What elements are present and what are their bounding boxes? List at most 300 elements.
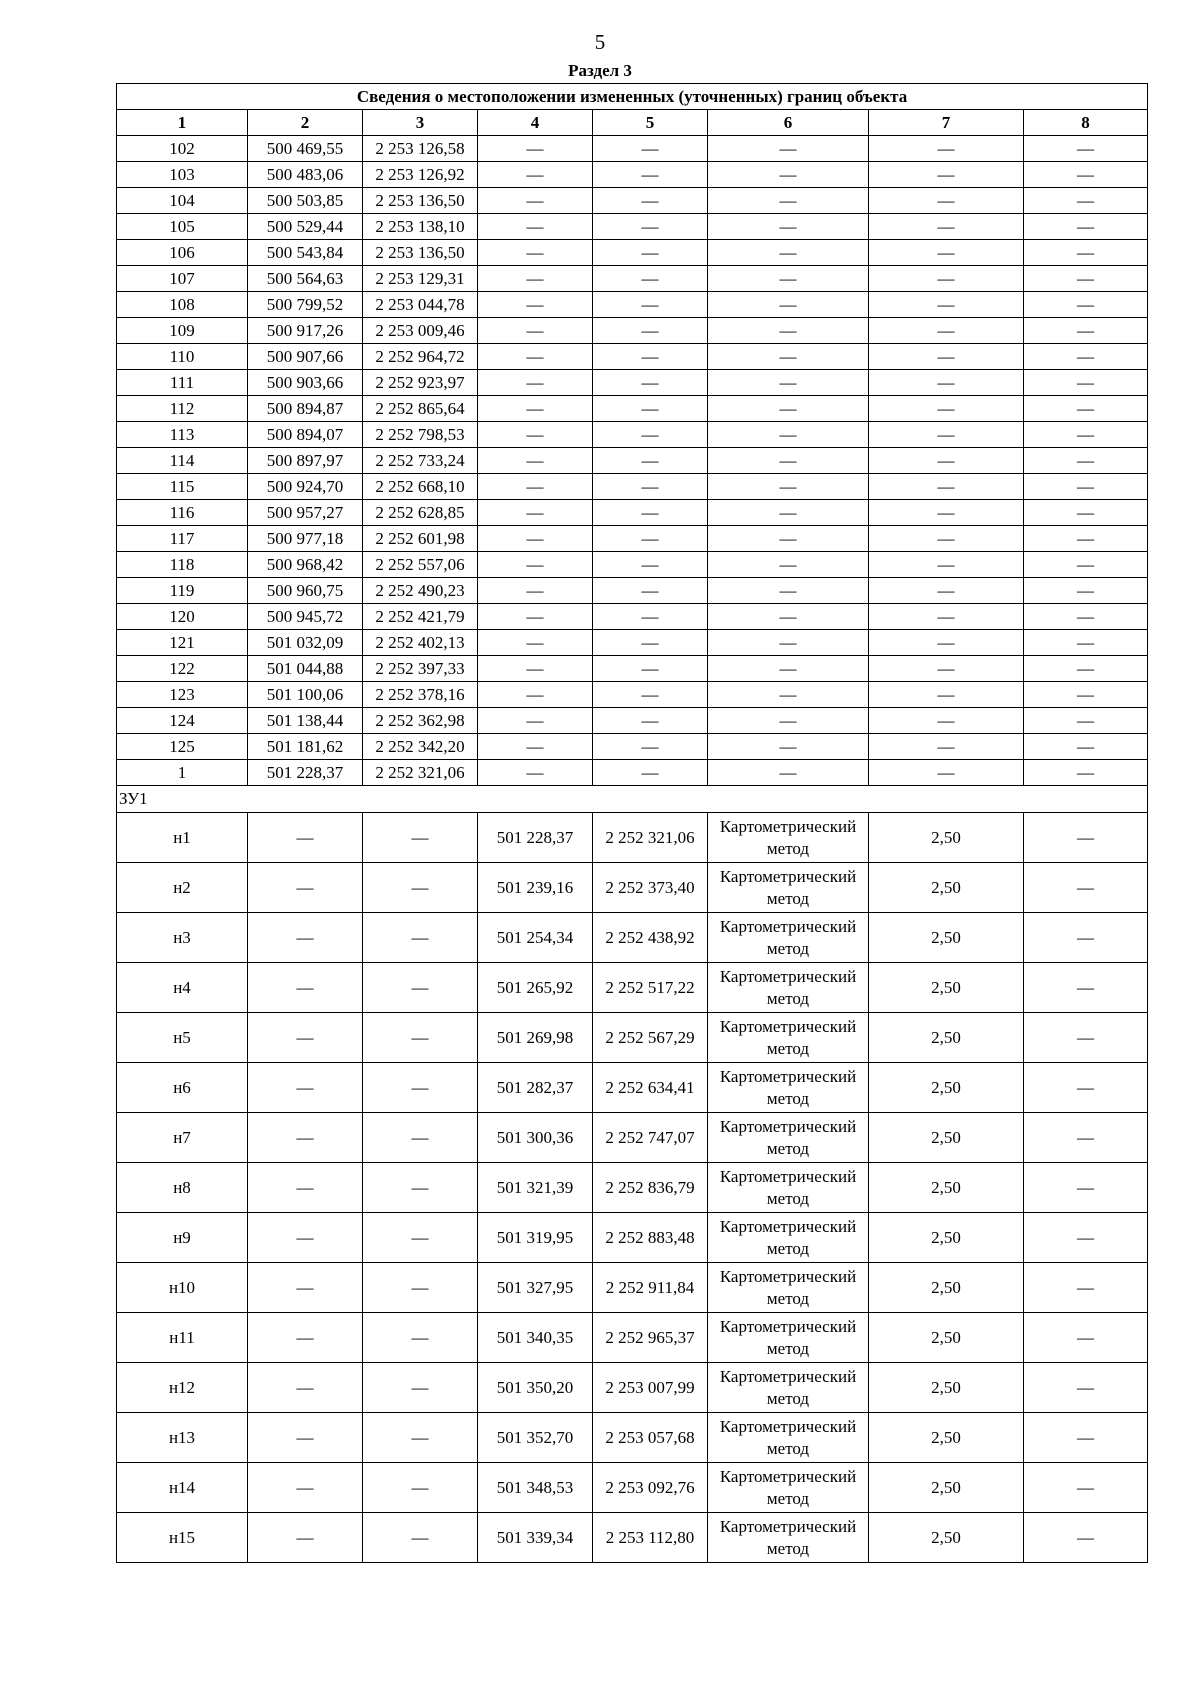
table-cell: —: [593, 448, 708, 474]
table-cell: 2 253 092,76: [593, 1463, 708, 1513]
table-cell: —: [869, 214, 1024, 240]
table-cell: 501 239,16: [478, 863, 593, 913]
table-cell: 500 968,42: [248, 552, 363, 578]
table-cell: —: [869, 552, 1024, 578]
table-cell: 115: [117, 474, 248, 500]
table-cell: 501 265,92: [478, 963, 593, 1013]
table-cell: Картометрический метод: [708, 1263, 869, 1313]
table-cell: 501 340,35: [478, 1313, 593, 1363]
table-cell: н10: [117, 1263, 248, 1313]
table-cell: —: [869, 396, 1024, 422]
table-cell: —: [1024, 292, 1148, 318]
table-cell: —: [708, 760, 869, 786]
table-cell: —: [593, 734, 708, 760]
table-cell: —: [708, 136, 869, 162]
table-cell: —: [708, 396, 869, 422]
table-cell: —: [1024, 188, 1148, 214]
table-row: [117, 1213, 1148, 1263]
table-cell: н2: [117, 863, 248, 913]
table-row: [117, 136, 1148, 162]
table-cell: н4: [117, 963, 248, 1013]
table-cell: 110: [117, 344, 248, 370]
table-cell: —: [478, 318, 593, 344]
table-cell: —: [478, 214, 593, 240]
table-cell: 2 253 057,68: [593, 1413, 708, 1463]
table-cell: 2 252 836,79: [593, 1163, 708, 1213]
table-cell: Картометрический метод: [708, 1013, 869, 1063]
table-cell: —: [869, 292, 1024, 318]
table-cell: —: [1024, 552, 1148, 578]
table-cell: —: [1024, 344, 1148, 370]
table-cell: 501 181,62: [248, 734, 363, 760]
table-cell: 2 252 342,20: [363, 734, 478, 760]
table-cell: Картометрический метод: [708, 1463, 869, 1513]
table-cell: 2 253 007,99: [593, 1363, 708, 1413]
table-cell: —: [1024, 474, 1148, 500]
table-cell: 2 252 747,07: [593, 1113, 708, 1163]
table-row: [117, 682, 1148, 708]
table-cell: 2 252 557,06: [363, 552, 478, 578]
table-cell: 2,50: [869, 1213, 1024, 1263]
table-cell: —: [1024, 578, 1148, 604]
table-row: [117, 813, 1148, 863]
table-row: [117, 1413, 1148, 1463]
table-cell: 501 352,70: [478, 1413, 593, 1463]
table-cell: 500 897,97: [248, 448, 363, 474]
table-cell: 2 252 373,40: [593, 863, 708, 913]
table-cell: 2 252 601,98: [363, 526, 478, 552]
group-label: ЗУ1: [117, 786, 1148, 813]
table-cell: —: [1024, 708, 1148, 734]
column-number: 5: [593, 110, 708, 136]
table-cell: н12: [117, 1363, 248, 1413]
table-cell: 2 253 136,50: [363, 188, 478, 214]
table-cell: 500 483,06: [248, 162, 363, 188]
table-cell: —: [478, 500, 593, 526]
table-cell: —: [869, 344, 1024, 370]
table-row: [117, 318, 1148, 344]
table-cell: —: [593, 318, 708, 344]
column-number: 8: [1024, 110, 1148, 136]
table-row: [117, 630, 1148, 656]
table-cell: —: [1024, 1463, 1148, 1513]
table-cell: —: [1024, 422, 1148, 448]
table-cell: 2 253 009,46: [363, 318, 478, 344]
table-cell: 501 350,20: [478, 1363, 593, 1413]
table-cell: н11: [117, 1313, 248, 1363]
table-cell: 2 252 634,41: [593, 1063, 708, 1113]
table-cell: —: [1024, 162, 1148, 188]
table-cell: —: [478, 760, 593, 786]
table-cell: —: [593, 760, 708, 786]
table-cell: —: [248, 913, 363, 963]
table-cell: Картометрический метод: [708, 913, 869, 963]
table-cell: —: [478, 136, 593, 162]
table-cell: —: [363, 913, 478, 963]
table-cell: —: [478, 578, 593, 604]
table-title-row: [117, 84, 1148, 110]
table-cell: —: [1024, 760, 1148, 786]
table-cell: —: [593, 708, 708, 734]
table-cell: —: [593, 682, 708, 708]
table-cell: —: [708, 344, 869, 370]
table-cell: —: [248, 1113, 363, 1163]
table-cell: —: [478, 448, 593, 474]
table-cell: 125: [117, 734, 248, 760]
table-cell: —: [869, 578, 1024, 604]
table-cell: н1: [117, 813, 248, 863]
table-cell: —: [478, 630, 593, 656]
table-cell: —: [869, 240, 1024, 266]
table-cell: —: [708, 292, 869, 318]
table-cell: —: [593, 526, 708, 552]
table-row: [117, 1463, 1148, 1513]
table-cell: 124: [117, 708, 248, 734]
table-title: Сведения о местоположении измененных (уточненных) границ объекта: [117, 84, 1148, 110]
table-cell: 500 894,07: [248, 422, 363, 448]
table-cell: —: [478, 422, 593, 448]
table-cell: 2 252 321,06: [593, 813, 708, 863]
table-cell: 2 253 126,92: [363, 162, 478, 188]
table-cell: —: [248, 1263, 363, 1313]
column-number: 1: [117, 110, 248, 136]
table-cell: 2 252 964,72: [363, 344, 478, 370]
table-cell: 2 253 138,10: [363, 214, 478, 240]
table-cell: —: [593, 396, 708, 422]
table-cell: —: [708, 266, 869, 292]
table-cell: 119: [117, 578, 248, 604]
table-row: [117, 1113, 1148, 1163]
table-cell: —: [869, 682, 1024, 708]
table-cell: —: [248, 1463, 363, 1513]
table-cell: —: [869, 370, 1024, 396]
table-cell: 501 327,95: [478, 1263, 593, 1313]
table-cell: —: [1024, 214, 1148, 240]
table-cell: —: [708, 656, 869, 682]
table-cell: —: [869, 734, 1024, 760]
table-cell: —: [869, 500, 1024, 526]
table-cell: 501 044,88: [248, 656, 363, 682]
table-cell: —: [1024, 448, 1148, 474]
table-row: [117, 1313, 1148, 1363]
table-cell: н9: [117, 1213, 248, 1263]
table-row: [117, 760, 1148, 786]
table-cell: —: [248, 1513, 363, 1563]
table-cell: —: [869, 708, 1024, 734]
table-cell: 2,50: [869, 813, 1024, 863]
table-cell: —: [363, 1263, 478, 1313]
table-cell: 501 319,95: [478, 1213, 593, 1263]
table-cell: —: [708, 578, 869, 604]
table-cell: 2,50: [869, 1163, 1024, 1213]
page-number: 5: [594, 30, 606, 54]
table-cell: 501 138,44: [248, 708, 363, 734]
table-cell: 103: [117, 162, 248, 188]
table-cell: Картометрический метод: [708, 1413, 869, 1463]
table-cell: 501 300,36: [478, 1113, 593, 1163]
table-row: [117, 1263, 1148, 1313]
table-cell: Картометрический метод: [708, 1513, 869, 1563]
group-label-row: [117, 786, 1148, 813]
table-cell: —: [593, 422, 708, 448]
table-cell: —: [708, 630, 869, 656]
table-cell: —: [593, 344, 708, 370]
table-cell: н7: [117, 1113, 248, 1163]
table-cell: 2 253 044,78: [363, 292, 478, 318]
table-cell: —: [1024, 136, 1148, 162]
table-cell: —: [869, 136, 1024, 162]
table-cell: Картометрический метод: [708, 963, 869, 1013]
table-cell: —: [1024, 1163, 1148, 1213]
table-cell: —: [478, 604, 593, 630]
table-cell: 500 924,70: [248, 474, 363, 500]
table-cell: —: [869, 422, 1024, 448]
table-cell: 1: [117, 760, 248, 786]
table-cell: —: [363, 1513, 478, 1563]
table-row: [117, 240, 1148, 266]
table-cell: —: [708, 474, 869, 500]
table-cell: —: [478, 344, 593, 370]
table-cell: —: [1024, 682, 1148, 708]
table-cell: —: [593, 240, 708, 266]
table-cell: 2,50: [869, 1413, 1024, 1463]
table-cell: 500 945,72: [248, 604, 363, 630]
table-cell: н6: [117, 1063, 248, 1113]
table-cell: —: [708, 188, 869, 214]
table-cell: —: [869, 760, 1024, 786]
column-number: 2: [248, 110, 363, 136]
table-cell: 501 100,06: [248, 682, 363, 708]
table-cell: Картометрический метод: [708, 863, 869, 913]
table-cell: 102: [117, 136, 248, 162]
table-cell: Картометрический метод: [708, 1163, 869, 1213]
table-cell: 2,50: [869, 863, 1024, 913]
table-cell: 500 960,75: [248, 578, 363, 604]
table-cell: —: [593, 604, 708, 630]
table-row: [117, 448, 1148, 474]
table-cell: —: [708, 370, 869, 396]
table-cell: 501 282,37: [478, 1063, 593, 1113]
table-cell: —: [363, 1363, 478, 1413]
table-row: [117, 913, 1148, 963]
table-cell: 112: [117, 396, 248, 422]
table-cell: 2 253 129,31: [363, 266, 478, 292]
table-cell: 109: [117, 318, 248, 344]
table-cell: —: [1024, 318, 1148, 344]
table-cell: —: [869, 188, 1024, 214]
table-row: [117, 422, 1148, 448]
table-cell: Картометрический метод: [708, 813, 869, 863]
table-cell: 106: [117, 240, 248, 266]
table-cell: 500 977,18: [248, 526, 363, 552]
table-cell: 501 228,37: [248, 760, 363, 786]
table-cell: —: [869, 318, 1024, 344]
table-cell: —: [1024, 266, 1148, 292]
table-cell: —: [1024, 370, 1148, 396]
table-cell: Картометрический метод: [708, 1113, 869, 1163]
table-cell: 2 252 923,97: [363, 370, 478, 396]
table-cell: 2 252 965,37: [593, 1313, 708, 1363]
table-cell: 2 252 798,53: [363, 422, 478, 448]
table-cell: —: [708, 448, 869, 474]
table-cell: —: [593, 136, 708, 162]
table-cell: 500 469,55: [248, 136, 363, 162]
table-cell: —: [1024, 1113, 1148, 1163]
table-cell: 2,50: [869, 1263, 1024, 1313]
table-cell: —: [1024, 526, 1148, 552]
column-number: 4: [478, 110, 593, 136]
table-row: [117, 474, 1148, 500]
table-cell: —: [363, 1113, 478, 1163]
section-title: Раздел 3: [568, 61, 632, 80]
table-cell: 500 564,63: [248, 266, 363, 292]
table-cell: —: [363, 813, 478, 863]
table-cell: 111: [117, 370, 248, 396]
table-cell: —: [869, 266, 1024, 292]
table-cell: н5: [117, 1013, 248, 1063]
table-cell: —: [1024, 813, 1148, 863]
table-cell: 2,50: [869, 1063, 1024, 1113]
table-row: [117, 500, 1148, 526]
column-number-row: [117, 110, 1148, 136]
table-cell: 121: [117, 630, 248, 656]
table-cell: —: [708, 500, 869, 526]
table-cell: —: [708, 734, 869, 760]
table-cell: —: [363, 963, 478, 1013]
table-cell: —: [708, 526, 869, 552]
table-cell: —: [478, 240, 593, 266]
table-cell: 501 339,34: [478, 1513, 593, 1563]
column-number: 6: [708, 110, 869, 136]
table-cell: 2 252 865,64: [363, 396, 478, 422]
table-cell: —: [478, 656, 593, 682]
table-row: [117, 526, 1148, 552]
table-cell: —: [1024, 1363, 1148, 1413]
table-cell: —: [248, 1063, 363, 1113]
table-cell: —: [708, 214, 869, 240]
table-cell: —: [478, 734, 593, 760]
table-cell: —: [1024, 734, 1148, 760]
table-cell: —: [593, 474, 708, 500]
table-cell: 2,50: [869, 1363, 1024, 1413]
table-cell: —: [478, 526, 593, 552]
table-row: [117, 552, 1148, 578]
table-cell: 500 903,66: [248, 370, 363, 396]
table-cell: 500 799,52: [248, 292, 363, 318]
table-cell: —: [248, 813, 363, 863]
table-cell: 2 252 733,24: [363, 448, 478, 474]
table-cell: —: [478, 396, 593, 422]
table-cell: —: [869, 630, 1024, 656]
table-cell: —: [1024, 1013, 1148, 1063]
table-cell: —: [363, 1463, 478, 1513]
table-cell: 2,50: [869, 1013, 1024, 1063]
table-cell: 2 252 567,29: [593, 1013, 708, 1063]
table-cell: 500 894,87: [248, 396, 363, 422]
table-row: [117, 1513, 1148, 1563]
table-cell: Картометрический метод: [708, 1313, 869, 1363]
table-cell: —: [363, 1213, 478, 1263]
table-cell: —: [708, 318, 869, 344]
table-cell: 108: [117, 292, 248, 318]
table-cell: —: [1024, 500, 1148, 526]
table-cell: 2,50: [869, 1113, 1024, 1163]
table-cell: 2 252 362,98: [363, 708, 478, 734]
table-cell: —: [593, 656, 708, 682]
table-cell: —: [248, 963, 363, 1013]
table-cell: —: [869, 656, 1024, 682]
table-cell: н8: [117, 1163, 248, 1213]
table-cell: 2,50: [869, 1513, 1024, 1563]
new-points-body: [117, 813, 1148, 1563]
table-cell: —: [248, 1363, 363, 1413]
table-cell: —: [478, 370, 593, 396]
table-cell: —: [593, 214, 708, 240]
table-cell: 2 252 421,79: [363, 604, 478, 630]
table-cell: —: [363, 1063, 478, 1113]
column-number: 7: [869, 110, 1024, 136]
table-cell: —: [1024, 1213, 1148, 1263]
table-cell: 2,50: [869, 1463, 1024, 1513]
table-cell: —: [248, 1013, 363, 1063]
table-cell: —: [593, 292, 708, 318]
table-cell: 120: [117, 604, 248, 630]
table-cell: 2 252 883,48: [593, 1213, 708, 1263]
table-cell: 2,50: [869, 913, 1024, 963]
table-cell: н15: [117, 1513, 248, 1563]
table-cell: 501 032,09: [248, 630, 363, 656]
table-row: [117, 162, 1148, 188]
table-cell: 500 503,85: [248, 188, 363, 214]
table-cell: —: [248, 1163, 363, 1213]
table-cell: —: [708, 162, 869, 188]
table-cell: —: [593, 266, 708, 292]
table-cell: 2 252 402,13: [363, 630, 478, 656]
table-cell: —: [869, 162, 1024, 188]
table-cell: —: [869, 526, 1024, 552]
table-cell: —: [708, 422, 869, 448]
table-cell: —: [1024, 604, 1148, 630]
table-cell: —: [1024, 963, 1148, 1013]
table-cell: 2 253 136,50: [363, 240, 478, 266]
table-cell: 501 348,53: [478, 1463, 593, 1513]
table-cell: —: [1024, 1313, 1148, 1363]
table-cell: —: [1024, 240, 1148, 266]
table-cell: 500 529,44: [248, 214, 363, 240]
table-cell: —: [248, 1413, 363, 1463]
table-cell: —: [1024, 1263, 1148, 1313]
table-cell: Картометрический метод: [708, 1213, 869, 1263]
table-row: [117, 370, 1148, 396]
table-cell: —: [478, 292, 593, 318]
table-cell: —: [869, 604, 1024, 630]
table-cell: —: [478, 266, 593, 292]
table-cell: н13: [117, 1413, 248, 1463]
table-cell: —: [363, 1163, 478, 1213]
table-cell: 500 957,27: [248, 500, 363, 526]
table-cell: —: [248, 863, 363, 913]
table-row: [117, 708, 1148, 734]
table-cell: 2,50: [869, 963, 1024, 1013]
table-row: [117, 604, 1148, 630]
table-row: [117, 1063, 1148, 1113]
table-cell: —: [478, 682, 593, 708]
table-cell: 105: [117, 214, 248, 240]
table-cell: —: [1024, 1063, 1148, 1113]
table-cell: 2 252 378,16: [363, 682, 478, 708]
boundary-coordinates-table: [116, 83, 1148, 1563]
table-cell: 114: [117, 448, 248, 474]
